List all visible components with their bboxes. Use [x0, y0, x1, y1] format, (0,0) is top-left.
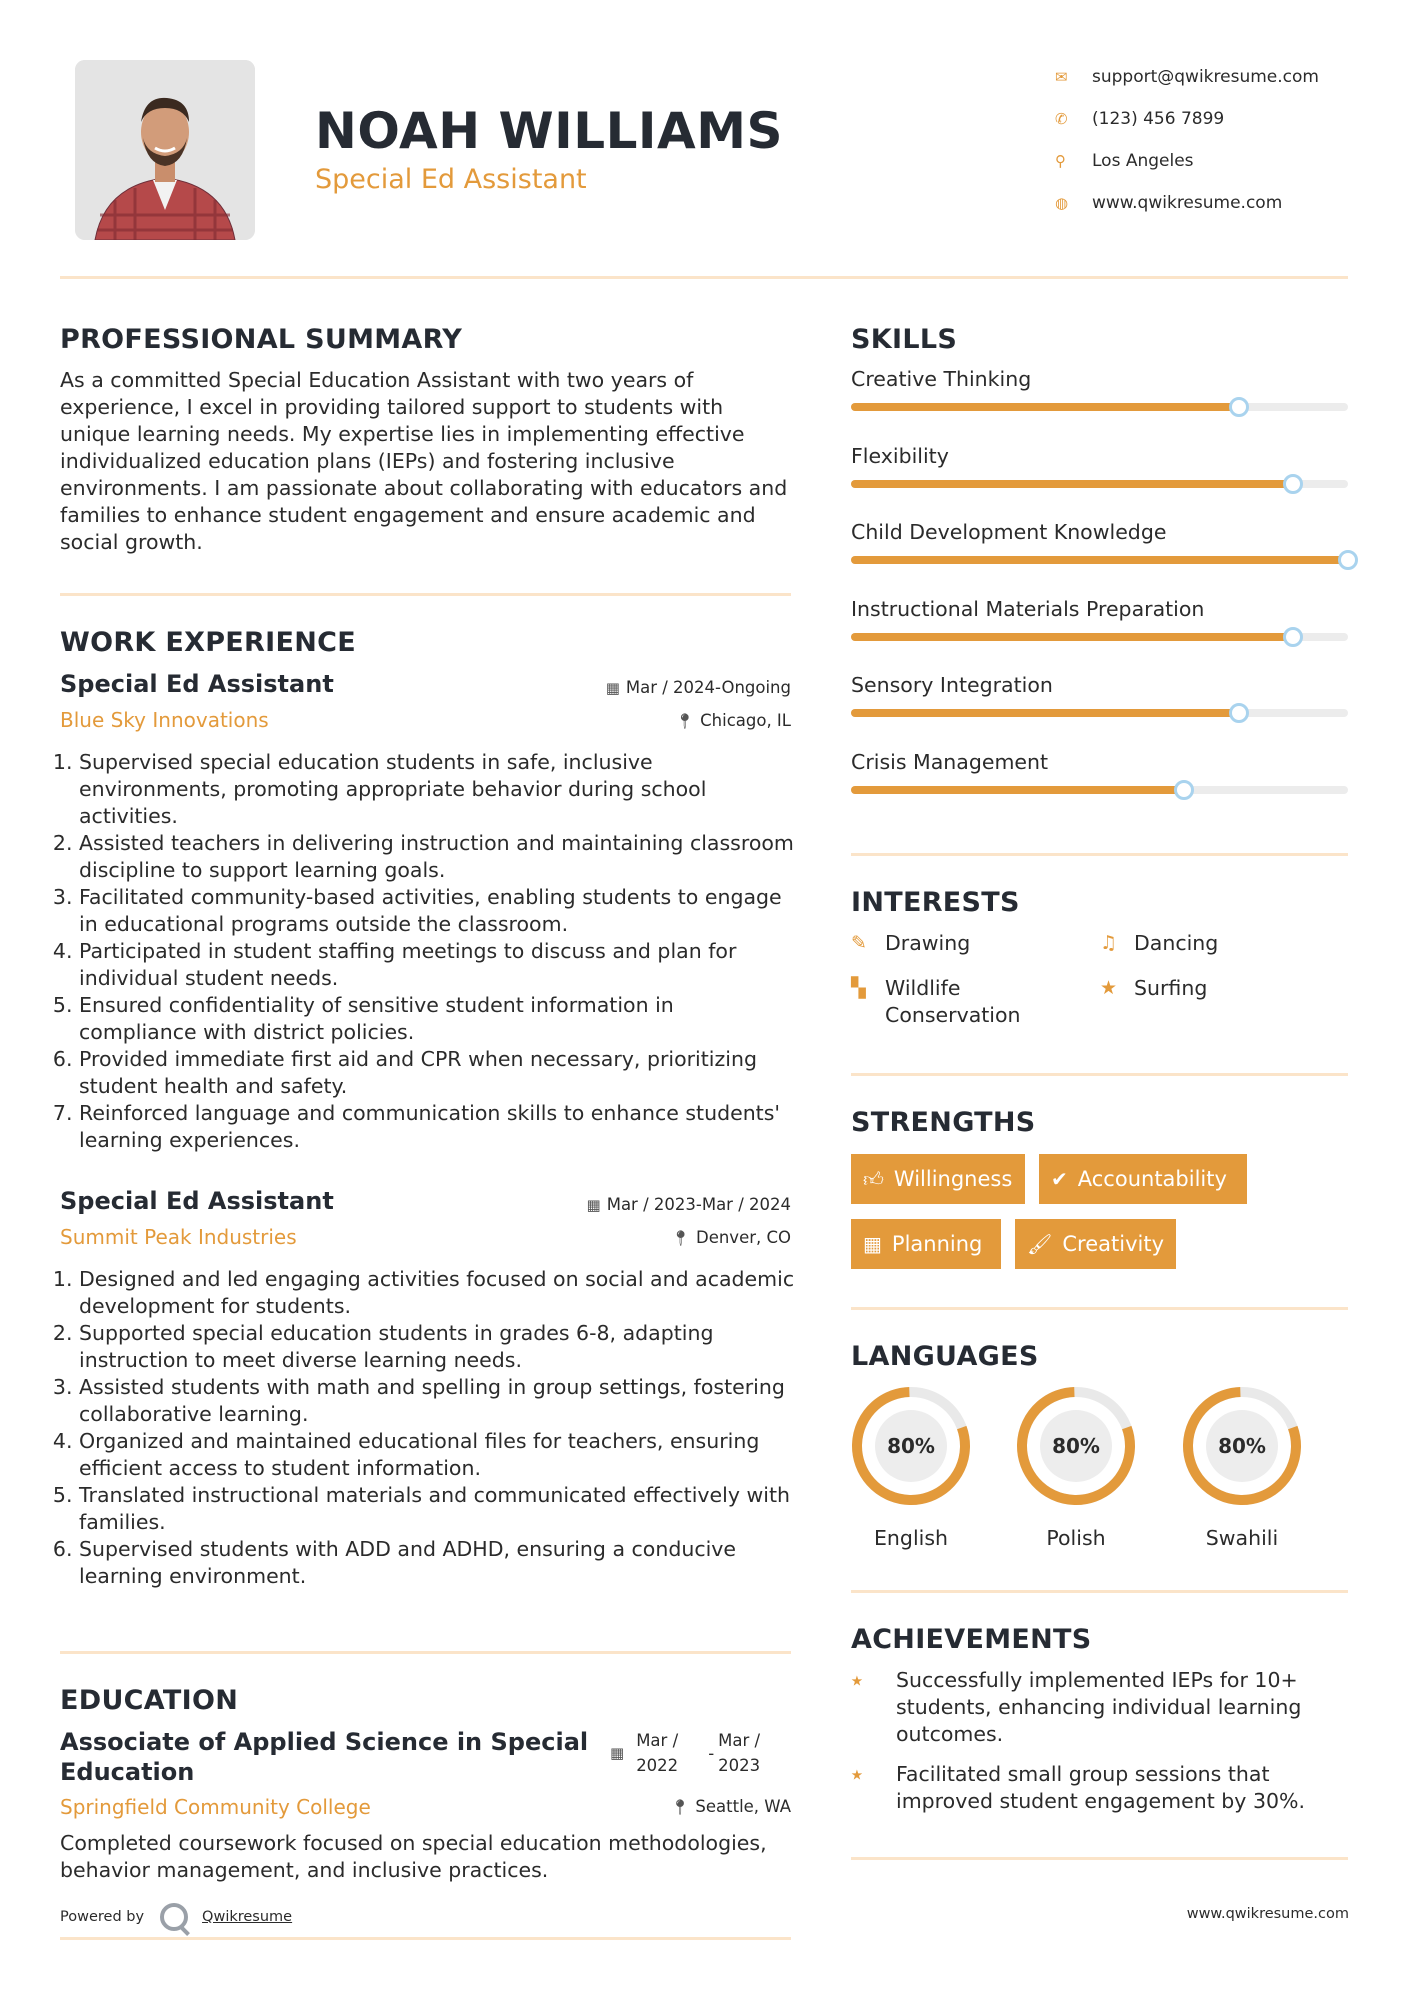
- skill-track: [851, 786, 1348, 794]
- language-percent: 80%: [887, 1434, 935, 1458]
- education-description: Completed coursework focused on special education methodologies, behavior management, and inclusive practices.: [60, 1831, 767, 1882]
- map-pin-icon: ⚲: [1055, 152, 1066, 170]
- skill-fill: [851, 709, 1239, 717]
- thumbs-up-icon: 👍︎: [863, 1166, 884, 1191]
- interest-item: [851, 975, 1021, 1029]
- achievement-text: Facilitated small group sessions that improved student engagement by 30%.: [896, 1762, 1306, 1813]
- list-item: 6. Provided immediate first aid and CPR when necessary, prioritizing student health and safety.: [79, 1046, 795, 1100]
- date-end-year: 2023: [718, 1756, 761, 1775]
- contact-info: [1052, 56, 1372, 224]
- list-item: 4. Organized and maintained educational files for teachers, ensuring efficient access to student information.: [79, 1428, 795, 1482]
- interest-item: [1100, 975, 1207, 1002]
- powered-by-text: Powered by: [60, 1909, 145, 1925]
- star-badge-icon: ⭑: [851, 1668, 863, 1693]
- interest-label: Dancing: [1134, 931, 1219, 955]
- list-item: 7. Reinforced language and communication skills to enhance students' learning experiences.: [79, 1100, 795, 1154]
- contact-email[interactable]: [1052, 56, 1372, 98]
- interest-label: Surfing: [1134, 976, 1208, 1000]
- languages-heading: LANGUAGES: [851, 1341, 1039, 1372]
- contact-website-text: www.qwikresume.com: [1092, 193, 1283, 213]
- skill-slider-knob: [1174, 780, 1194, 800]
- contact-location: [1052, 140, 1372, 182]
- skill-label: Sensory Integration: [851, 673, 1053, 697]
- language-name: Swahili: [1205, 1526, 1279, 1550]
- interests-divider: [851, 1073, 1348, 1076]
- contact-email-text: support@qwikresume.com: [1092, 67, 1319, 87]
- skill-track: [851, 403, 1348, 411]
- star-badge-icon: ⭑: [851, 1762, 863, 1787]
- list-item: 3. Assisted students with math and spelling in group settings, fostering collaborative learning.: [79, 1374, 795, 1428]
- skill-item: [851, 444, 1348, 468]
- calendar-icon: ▦: [586, 1196, 601, 1214]
- contact-phone[interactable]: [1052, 98, 1372, 140]
- date-separator: -: [708, 1743, 715, 1763]
- language-ring: [849, 1384, 973, 1508]
- work-divider: [60, 1651, 791, 1654]
- list-item: 5. Translated instructional materials and communicated effectively with families.: [79, 1482, 795, 1536]
- contact-location-text: Los Angeles: [1092, 151, 1194, 171]
- skill-fill: [851, 480, 1293, 488]
- job-location: [675, 711, 791, 730]
- degree-line-2: Education: [60, 1758, 195, 1786]
- interest-item: [1100, 930, 1218, 957]
- interest-item: [851, 930, 970, 957]
- skill-slider-knob: [1283, 474, 1303, 494]
- list-item: 1. Designed and led engaging activities focused on social and academic development for students.: [79, 1266, 795, 1320]
- skill-label: Child Development Knowledge: [851, 520, 1167, 544]
- language-name: Polish: [1046, 1526, 1106, 1550]
- skill-track: [851, 633, 1348, 641]
- skill-item: [851, 367, 1348, 391]
- job-title: Special Ed Assistant: [60, 1187, 334, 1215]
- skill-fill: [851, 403, 1239, 411]
- language-name: English: [873, 1526, 949, 1550]
- achievement-text: Successfully implemented IEPs for 10+ students, enhancing individual learning outcomes.: [896, 1668, 1302, 1746]
- powered-by: [60, 1903, 292, 1931]
- education-heading: EDUCATION: [60, 1685, 239, 1716]
- skill-item: [851, 673, 1348, 697]
- strength-badge: [851, 1154, 1025, 1204]
- date-start-year: 2022: [636, 1756, 679, 1775]
- degree-line-1: Associate of Applied Science in Special: [60, 1728, 589, 1756]
- interest-label: Wildlife: [885, 976, 961, 1000]
- date-end-month: Mar /: [718, 1731, 761, 1750]
- skill-label: Instructional Materials Preparation: [851, 596, 1205, 621]
- strength-badge: [851, 1219, 1001, 1269]
- achievement-item: [851, 1667, 1331, 1748]
- skill-track: [851, 480, 1348, 488]
- star-icon: ★: [1100, 977, 1118, 999]
- pin-icon: 📍︎: [670, 1229, 690, 1247]
- interest-label: Drawing: [885, 931, 971, 955]
- date-end: [718, 1728, 760, 1778]
- job-location-text: Chicago, IL: [700, 711, 791, 730]
- skill-slider-knob: [1229, 703, 1249, 723]
- avatar: [75, 60, 255, 240]
- job-title: Special Ed Assistant: [60, 670, 334, 698]
- language-ring: [1180, 1384, 1304, 1508]
- tag-icon: ▚: [851, 977, 866, 999]
- profile-photo: [75, 60, 255, 240]
- strengths-divider: [851, 1307, 1348, 1310]
- candidate-title: Special Ed Assistant: [315, 164, 587, 195]
- skill-slider-knob: [1283, 627, 1303, 647]
- job-company: Blue Sky Innovations: [60, 708, 269, 732]
- brush-icon: 🖌︎: [1027, 1232, 1053, 1256]
- footer-divider: [60, 1937, 791, 1940]
- pencil-icon: ✎: [851, 932, 867, 954]
- skill-item: [851, 597, 1348, 621]
- strength-label: Accountability: [1077, 1167, 1227, 1191]
- job-location: [671, 1228, 791, 1247]
- language-item: [1180, 1384, 1304, 1550]
- work-heading: WORK EXPERIENCE: [60, 627, 356, 658]
- qwikresume-logo-icon: [160, 1903, 188, 1931]
- footer-website[interactable]: www.qwikresume.com: [1186, 1906, 1349, 1922]
- strength-badge: [1039, 1154, 1247, 1204]
- skill-label: Creative Thinking: [851, 367, 1032, 391]
- calendar-icon: ▦: [605, 679, 620, 697]
- check-circle-icon: ✔: [1051, 1167, 1068, 1191]
- language-percent: 80%: [1218, 1434, 1266, 1458]
- candidate-name: NOAH WILLIAMS: [315, 102, 783, 160]
- envelope-icon: ✉: [1055, 68, 1068, 86]
- date-start: [636, 1728, 678, 1778]
- header-divider: [60, 276, 1348, 279]
- calendar-icon: ▦: [610, 1743, 625, 1762]
- skill-track: [851, 709, 1348, 717]
- job-date-text: Mar / 2024-Ongoing: [625, 678, 791, 697]
- skill-slider-knob: [1338, 550, 1358, 570]
- language-percent: 80%: [1052, 1434, 1100, 1458]
- list-item: 1. Supervised special education students in safe, inclusive environments, promoting appropriate behavior during school activities.: [79, 749, 795, 830]
- strength-label: Planning: [891, 1232, 983, 1256]
- strength-label: Willingness: [893, 1167, 1013, 1191]
- calendar-icon: ▦: [863, 1232, 882, 1256]
- job-date: [606, 678, 791, 697]
- interest-label-line2: Conservation: [885, 1003, 1021, 1027]
- languages-divider: [851, 1590, 1348, 1593]
- strength-label: Creativity: [1062, 1232, 1165, 1256]
- summary-text: As a committed Special Education Assistant with two years of experience, I excel in providing tailored support to students with unique learning needs. My expertise lies in implementing effective individualized education plans (IEPs) and fostering inclusive environments. I am passionate about collaborating with educators and families to enhance student engagement and ensure academic and social growth.: [60, 368, 788, 554]
- list-item: 3. Facilitated community-based activities, enabling students to engage in educational programs outside the classroom.: [79, 884, 795, 938]
- interests-heading: INTERESTS: [851, 887, 1020, 918]
- language-ring: [1014, 1384, 1138, 1508]
- date-start-month: Mar /: [636, 1731, 679, 1750]
- phone-icon: ✆: [1055, 110, 1068, 128]
- job-bullets: [60, 749, 795, 1154]
- job-location-text: Denver, CO: [695, 1228, 791, 1247]
- summary-divider: [60, 593, 791, 596]
- summary-heading: PROFESSIONAL SUMMARY: [60, 324, 463, 355]
- list-item: 5. Ensured confidentiality of sensitive student information in compliance with district policies.: [79, 992, 795, 1046]
- degree-title: [60, 1727, 620, 1787]
- pin-icon: 📍︎: [675, 712, 695, 730]
- skill-item: [851, 750, 1348, 774]
- language-item: [1014, 1384, 1138, 1550]
- list-item: 2. Supported special education students in grades 6-8, adapting instruction to meet diverse learning needs.: [79, 1320, 795, 1374]
- skill-fill: [851, 786, 1184, 794]
- list-item: 2. Assisted teachers in delivering instruction and maintaining classroom discipline to support learning goals.: [79, 830, 795, 884]
- list-item: 4. Participated in student staffing meetings to discuss and plan for individual student needs.: [79, 938, 795, 992]
- skill-slider-knob: [1229, 397, 1249, 417]
- contact-website[interactable]: [1052, 182, 1372, 224]
- strengths-heading: STRENGTHS: [851, 1107, 1036, 1138]
- job-date-text: Mar / 2023-Mar / 2024: [606, 1195, 791, 1214]
- achievements-divider: [851, 1857, 1348, 1860]
- job-company: Summit Peak Industries: [60, 1225, 297, 1249]
- brand-link[interactable]: Qwikresume: [202, 1909, 293, 1925]
- strength-badge: [1015, 1219, 1176, 1269]
- list-item: 6. Supervised students with ADD and ADHD, ensuring a conducive learning environment.: [79, 1536, 795, 1590]
- job-bullets: [60, 1266, 795, 1590]
- skill-fill: [851, 556, 1348, 564]
- achievement-item: [851, 1761, 1331, 1815]
- music-note-icon: ♫: [1100, 932, 1118, 954]
- skill-label: Flexibility: [851, 443, 949, 468]
- school-name: Springfield Community College: [60, 1795, 371, 1819]
- skills-divider: [851, 853, 1348, 856]
- education-location-text: Seattle, WA: [695, 1797, 791, 1816]
- skill-track: [851, 556, 1348, 564]
- skill-fill: [851, 633, 1293, 641]
- skill-item: [851, 520, 1348, 544]
- skills-heading: SKILLS: [851, 324, 958, 355]
- education-date: [610, 1728, 760, 1778]
- pin-icon: 📍︎: [670, 1798, 690, 1816]
- globe-icon: ◍: [1055, 194, 1069, 212]
- job-date: [587, 1195, 791, 1214]
- achievements-heading: ACHIEVEMENTS: [851, 1624, 1092, 1655]
- education-location: [670, 1797, 791, 1816]
- language-item: [849, 1384, 973, 1550]
- contact-phone-text: (123) 456 7899: [1092, 109, 1225, 129]
- skill-label: Crisis Management: [851, 749, 1049, 774]
